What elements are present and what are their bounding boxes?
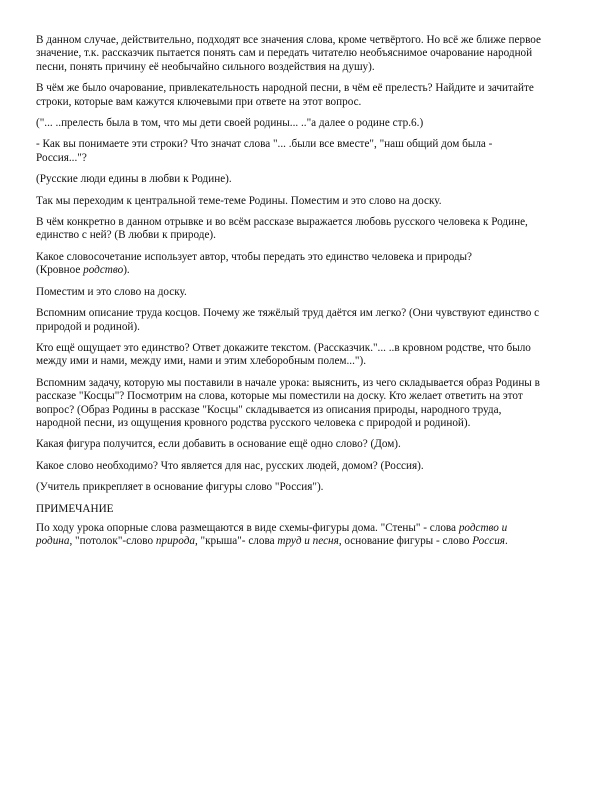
text-line: Вспомним описание труда косцов. Почему же тяжёлый труд даётся им легко? (Они чувствуют единство с (36, 307, 540, 320)
text-line: ("... ..прелесть была в том, что мы дети своей родины... .."а далее о родине стр.6.) (36, 117, 424, 130)
text-line: Так мы переходим к центральной теме-теме Родины. Поместим и это слово на доску. (36, 194, 442, 207)
text-line: Какая фигура получится, если добавить в основание ещё одно слово? (Дом). (36, 438, 401, 451)
note-term-italic: Россия (472, 535, 505, 548)
text-line: Какое словосочетание использует автор, чтобы передать это единство человека и природы? (36, 250, 473, 263)
text-line: народной песни, из ощущения кровного родства русского человека с природой и родиной). (36, 416, 471, 429)
paragraph-1 (36, 34, 578, 74)
note-term-italic: природа (155, 535, 195, 548)
text-line: песни, понять причину её необычайно сильного воздействия на душу). (36, 60, 375, 73)
paragraph-2 (36, 82, 578, 109)
note-text: . (505, 535, 508, 548)
paragraph-7 (36, 216, 578, 243)
text-line: значение, т.к. рассказчик пытается понять сам и передать читателю необъяснимое очарование народной (36, 47, 533, 60)
text-line: - Как вы понимаете эти строки? Что значат слова "... .были все вместе", "наш общий дом была - (36, 138, 493, 151)
note-text: , "потолок"-слово (69, 535, 156, 548)
text-line (36, 522, 578, 535)
note-term-italic: труд и песня (277, 535, 339, 548)
paragraph-12 (36, 377, 578, 431)
text-line: между ими и нами, между ими, нами и этим хлеборобным полем..."). (36, 355, 366, 368)
text-line: В данном случае, действительно, подходят все значения слова, кроме четвёртого. Но всё же ближе первое (36, 34, 541, 46)
text-line: вопрос? (Образ Родины в рассказе "Косцы" складывается из описания природы, народного труда, (36, 403, 502, 416)
text-line: единство с ней? (В любви к природе). (36, 229, 216, 242)
paragraph-8 (36, 251, 578, 278)
italic-term: родство (83, 264, 124, 277)
text-line: (Учитель прикрепляет в основание фигуры слово "Россия"). (36, 481, 324, 494)
paragraph-5 (36, 173, 578, 186)
paragraph-15 (36, 481, 578, 494)
document-page (36, 34, 578, 557)
paragraph-4 (36, 138, 578, 165)
text-line: В чём конкретно в данном отрывке и во всём рассказе выражается любовь русского человека к Родине, (36, 216, 528, 229)
paragraph-3 (36, 117, 578, 130)
note-text: По ходу урока опорные слова размещаются в виде схемы-фигуры дома. "Стены" - слова (36, 521, 459, 534)
paragraph-10 (36, 307, 578, 334)
note-text: , "крыша"- слова (194, 535, 278, 548)
text-line: Вспомним задачу, которую мы поставили в начале урока: выяснить, из чего складывается образ Родины в (36, 376, 540, 389)
paragraph-14 (36, 460, 578, 473)
text-line: Россия..."? (36, 151, 87, 164)
note-term-italic: родина (36, 535, 70, 548)
text-line: Какое слово необходимо? Что является для нас, русских людей, домом? (Россия). (36, 459, 424, 472)
text-line: строки, которые вам кажутся ключевыми при ответе на этот вопрос. (36, 95, 362, 108)
text-line: В чём же было очарование, привлекательность народной песни, в чём её прелесть? Найдите и зачитайте (36, 82, 534, 95)
paragraph-9 (36, 286, 578, 299)
note-title: ПРИМЕЧАНИЕ (36, 502, 114, 515)
text-line: Кто ещё ощущает это единство? Ответ докажите текстом. (Рассказчик."... ..в кровном родстве, что было (36, 341, 531, 354)
text-line (36, 535, 578, 548)
text-line: природой и родиной). (36, 320, 140, 333)
paragraph-13 (36, 438, 578, 451)
text-line: рассказе "Косцы"? Посмотрим на слова, которые мы поместили на доску. Кто желает ответить на этот (36, 390, 523, 403)
paragraph-6 (36, 195, 578, 208)
note-heading (36, 503, 578, 516)
paragraph-11 (36, 342, 578, 369)
note-term-italic: родство и (458, 521, 508, 534)
note-paragraph (36, 522, 578, 549)
note-text: , основание фигуры - слово (338, 535, 473, 548)
text-line: (Русские люди едины в любви к Родине). (36, 173, 232, 186)
text-line-with-italic: (Кровное родство). (36, 264, 130, 277)
text-line: Поместим и это слово на доску. (36, 285, 187, 298)
